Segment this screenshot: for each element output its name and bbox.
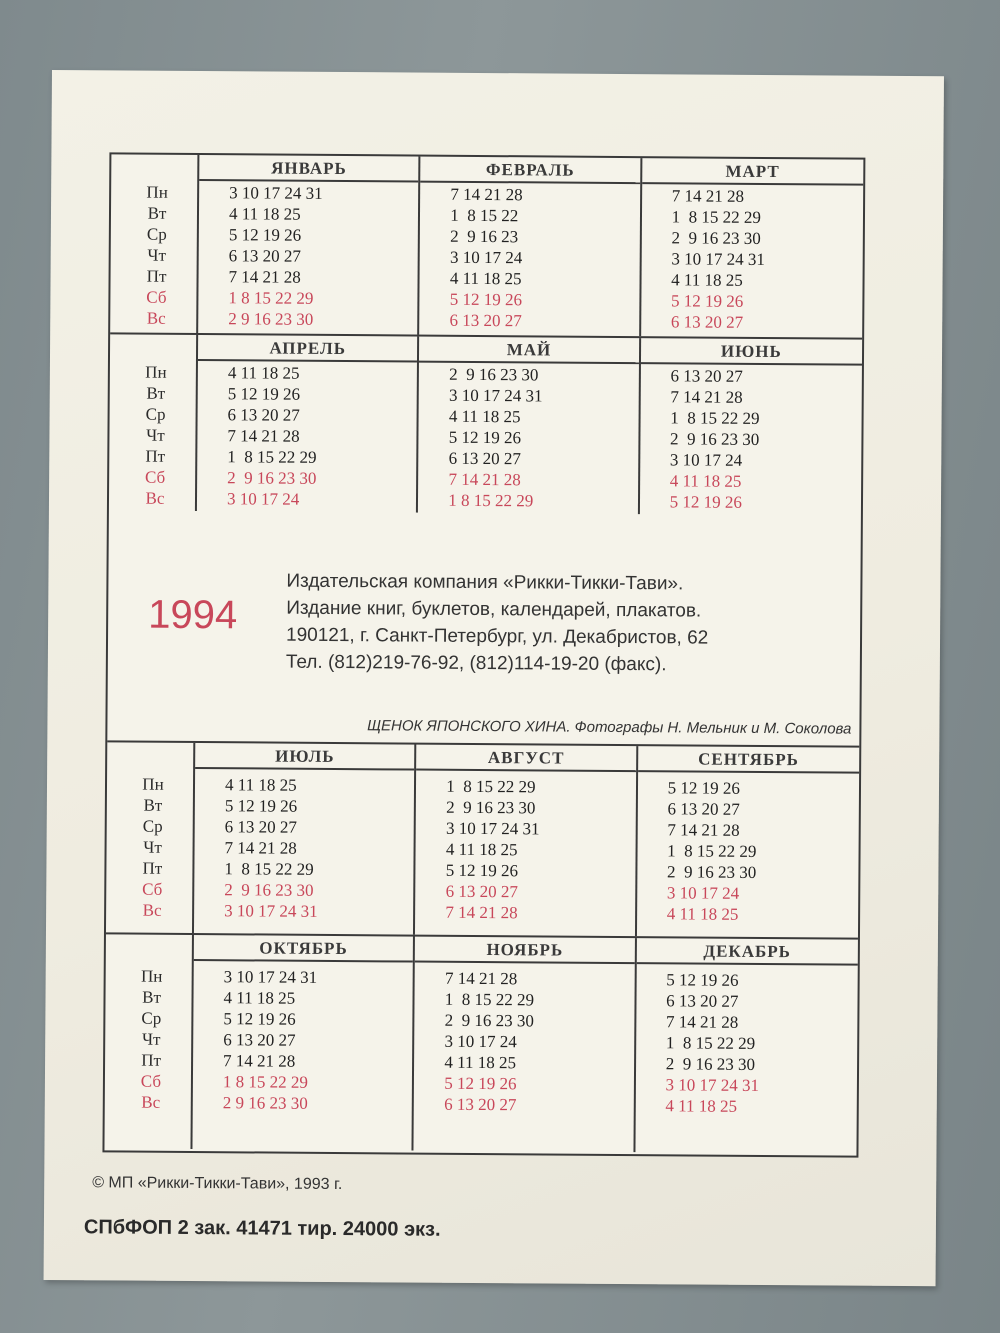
weekday-column	[104, 934, 193, 1149]
month-block	[640, 338, 863, 516]
week-row: 5 12 19 26	[224, 796, 298, 816]
week-row: 1 8 15 22 29	[671, 207, 761, 227]
week-row: 2 9 16 23 30	[449, 364, 539, 385]
first-half-year	[109, 154, 863, 515]
week-row: 6 13 20 27	[670, 312, 744, 332]
week-row: 3 10 17 24 31	[229, 183, 323, 203]
weekday-label: Пт	[145, 446, 166, 466]
week-row: 6 13 20 27	[670, 366, 743, 386]
weekday-label: Сб	[146, 287, 167, 307]
week-row: 7 14 21 28	[665, 1012, 739, 1032]
weekday-label: Пт	[146, 266, 167, 286]
week-row: 5 12 19 26	[667, 778, 740, 798]
month-name: СЕНТЯБРЬ	[638, 746, 860, 774]
weekday-label: Пт	[142, 858, 163, 878]
week-row: 2 9 16 23 30	[224, 880, 314, 900]
week-row: 7 14 21 28	[670, 387, 743, 407]
week-row: 4 11 18 25	[669, 471, 742, 491]
week-row: 1 8 15 22 29	[670, 408, 760, 428]
weekday-label: Чт	[143, 837, 162, 857]
weekday-label: Пн	[140, 966, 163, 986]
week-row: 5 12 19 26	[448, 427, 522, 448]
publisher-line: Издательская компания «Рикки-Тикки-Тави».	[286, 570, 684, 595]
month-block	[419, 157, 642, 337]
month-name: ИЮНЬ	[641, 338, 863, 366]
weekday-label: Чт	[146, 425, 165, 445]
week-row: 6 13 20 27	[449, 310, 522, 331]
week-row: 6 13 20 27	[448, 448, 521, 469]
week-row: 4 11 18 25	[448, 406, 521, 427]
week-row: 5 12 19 26	[669, 492, 742, 512]
week-row: 6 13 20 27	[445, 881, 518, 902]
weekday-label: Ср	[146, 224, 167, 244]
week-row: 7 14 21 28	[445, 902, 518, 923]
week-row: 2 9 16 23 30	[444, 1010, 535, 1031]
week-row: 5 12 19 26	[449, 289, 523, 310]
publisher-line: 190121, г. Санкт-Петербург, ул. Декабристов, 62	[285, 624, 709, 649]
week-row: 5 12 19 26	[444, 1073, 517, 1094]
month-block	[414, 937, 637, 1153]
weekday-label: Вс	[145, 488, 165, 508]
week-row: 1 8 15 22 29	[444, 989, 535, 1010]
month-name: АПРЕЛЬ	[198, 335, 418, 363]
month-block	[641, 158, 864, 338]
week-row: 4 11 18 25	[671, 270, 743, 290]
photo-caption: ЩЕНОК ЯПОНСКОГО ХИНА. Фотографы Н. Мельник и М. Соколова	[367, 717, 852, 738]
month-block	[415, 745, 638, 937]
weekday-label: Ср	[145, 404, 166, 424]
week-row: 1 8 15 22	[450, 205, 519, 226]
week-row: 2 9 16 23 30	[671, 228, 761, 248]
weekday-label: Вс	[141, 1092, 161, 1112]
month-name: ДЕКАБРЬ	[636, 938, 858, 966]
week-row: 7 14 21 28	[224, 838, 297, 858]
month-name: НОЯБРЬ	[415, 937, 635, 965]
week-row: 6 13 20 27	[227, 405, 300, 425]
week-row: 3 10 17 24 31	[223, 967, 318, 987]
weekday-column	[109, 334, 198, 511]
week-row: 4 11 18 25	[449, 268, 522, 289]
week-row: 7 14 21 28	[228, 267, 301, 287]
month-name: МАЙ	[419, 337, 639, 365]
month-block	[198, 155, 421, 335]
week-row: 3 10 17 24	[669, 450, 743, 470]
week-row: 6 13 20 27	[444, 1094, 517, 1115]
week-row: 4 11 18 25	[445, 839, 518, 860]
week-row: 2 9 16 23 30	[665, 1054, 756, 1074]
week-row: 3 10 17 24	[444, 1031, 517, 1052]
weekday-label: Вс	[146, 308, 166, 328]
week-row: 3 10 17 24 31	[445, 818, 540, 839]
week-row: 3 10 17 24	[449, 247, 523, 268]
week-row: 5 12 19 26	[445, 860, 519, 881]
month-block	[637, 746, 860, 938]
week-row: 1 8 15 22 29	[446, 776, 536, 797]
calendar-card	[44, 70, 944, 1286]
week-row: 6 13 20 27	[666, 991, 739, 1011]
second-half-year	[104, 742, 859, 1155]
week-row: 3 10 17 24 31	[665, 1075, 760, 1095]
week-row: 2 9 16 23 30	[227, 468, 317, 488]
week-row: 1 8 15 22 29	[228, 288, 314, 308]
week-row: 2 9 16 23	[450, 226, 519, 247]
week-row: 3 10 17 24 31	[449, 385, 543, 406]
weekday-label: Чт	[147, 245, 167, 265]
calendar-half	[109, 332, 862, 515]
copyright-line: © МП «Рикки-Тикки-Тави», 1993 г.	[92, 1174, 343, 1194]
month-name: МАРТ	[642, 158, 864, 186]
print-info-line: СПбФОП 2 зак. 41471 тир. 24000 экз.	[83, 1216, 441, 1241]
week-row: 7 14 21 28	[444, 968, 518, 989]
week-row: 7 14 21 28	[450, 184, 523, 205]
month-block	[192, 935, 415, 1151]
week-row: 4 11 18 25	[227, 363, 300, 383]
calendar-half	[106, 742, 859, 937]
week-row: 3 10 17 24	[226, 489, 300, 509]
week-row: 5 12 19 26	[670, 291, 744, 311]
week-row: 7 14 21 28	[667, 820, 740, 840]
week-row: 7 14 21 28	[448, 469, 521, 490]
week-row: 5 12 19 26	[223, 1009, 296, 1029]
week-row: 1 8 15 22 29	[665, 1033, 756, 1053]
publisher-section	[107, 510, 861, 747]
year-label: 1994	[148, 592, 238, 638]
week-row: 7 14 21 28	[671, 186, 745, 206]
weekday-label: Вт	[146, 383, 166, 403]
week-row: 5 12 19 26	[666, 970, 739, 990]
weekday-label: Пн	[142, 774, 164, 794]
week-row: 2 9 16 23 30	[670, 429, 760, 449]
calendar-half	[104, 932, 857, 1153]
week-row: 3 10 17 24	[666, 883, 740, 903]
weekday-label: Сб	[142, 879, 163, 899]
week-row: 2 9 16 23 30	[446, 797, 536, 818]
publisher-line: Тел. (812)219-76-92, (812)114-19-20 (факс).	[285, 651, 667, 676]
month-name: ФЕВРАЛЬ	[421, 157, 641, 185]
month-block	[418, 337, 641, 515]
weekday-label: Сб	[140, 1071, 162, 1091]
week-row: 3 10 17 24 31	[224, 901, 318, 921]
week-row: 6 13 20 27	[223, 1030, 296, 1050]
month-name: ЯНВАРЬ	[199, 155, 419, 183]
weekday-label: Вт	[142, 987, 161, 1007]
week-row: 3 10 17 24 31	[671, 249, 765, 269]
weekday-label: Ср	[141, 1008, 162, 1028]
week-row: 4 11 18 25	[665, 1096, 738, 1116]
week-row: 5 12 19 26	[228, 225, 302, 245]
week-row: 2 9 16 23 30	[667, 862, 757, 882]
weekday-label: Пн	[145, 362, 167, 382]
week-row: 4 11 18 25	[228, 204, 301, 224]
week-row: 1 8 15 22 29	[227, 447, 317, 467]
week-row: 1 8 15 22 29	[667, 841, 757, 861]
weekday-column	[106, 742, 195, 933]
month-block	[194, 743, 417, 935]
week-row: 6 13 20 27	[667, 799, 740, 819]
month-block	[197, 335, 420, 513]
week-row: 6 13 20 27	[228, 246, 302, 266]
month-block	[635, 938, 858, 1154]
week-row: 4 11 18 25	[666, 904, 739, 924]
week-row: 1 8 15 22 29	[222, 1072, 309, 1092]
week-row: 4 11 18 25	[444, 1052, 517, 1073]
publisher-line: Издание книг, буклетов, календарей, плакатов.	[286, 597, 702, 622]
weekday-label: Вс	[142, 900, 162, 920]
week-row: 5 12 19 26	[227, 384, 301, 404]
week-row: 1 8 15 22 29	[448, 490, 534, 511]
weekday-label: Вт	[143, 795, 163, 815]
week-row: 4 11 18 25	[224, 775, 297, 795]
week-row: 7 14 21 28	[223, 1051, 296, 1071]
weekday-column	[110, 154, 199, 333]
month-name: ИЮЛЬ	[195, 743, 415, 771]
weekday-label: Пн	[146, 182, 168, 202]
week-row: 1 8 15 22 29	[224, 859, 314, 879]
month-name: ОКТЯБРЬ	[194, 935, 414, 963]
week-row: 2 9 16 23 30	[222, 1093, 308, 1113]
weekday-label: Пт	[141, 1050, 162, 1070]
calendar-half	[110, 154, 863, 337]
weekday-label: Ср	[142, 816, 163, 836]
week-row: 6 13 20 27	[224, 817, 298, 837]
publisher-info	[286, 568, 857, 680]
week-row: 7 14 21 28	[227, 426, 300, 446]
calendar-frame	[102, 152, 865, 1157]
weekday-label: Сб	[144, 467, 166, 487]
weekday-label: Вт	[147, 203, 167, 223]
month-name: АВГУСТ	[416, 745, 636, 773]
week-row: 2 9 16 23 30	[228, 309, 314, 329]
week-row: 4 11 18 25	[223, 988, 296, 1008]
weekday-label: Чт	[141, 1029, 161, 1049]
